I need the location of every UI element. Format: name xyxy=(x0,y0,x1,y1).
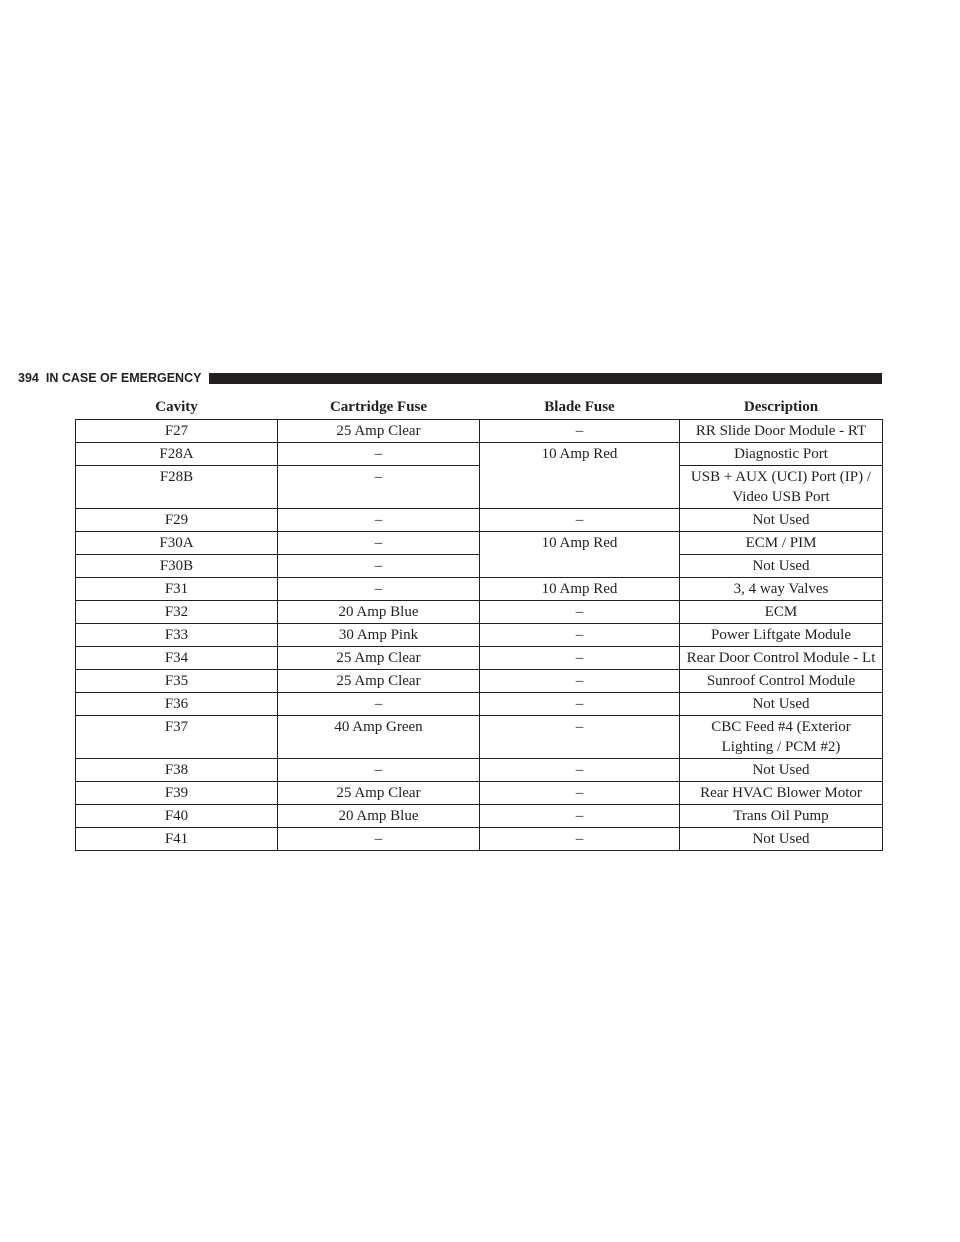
blade-cell: – xyxy=(480,828,680,851)
table-row xyxy=(76,578,883,601)
column-header-blade-fuse: Blade Fuse xyxy=(480,395,680,420)
cavity-cell: F27 xyxy=(76,420,278,443)
description-cell: Not Used xyxy=(680,759,883,782)
column-header-cartridge-fuse: Cartridge Fuse xyxy=(278,395,480,420)
description-cell: Rear Door Control Module - Lt xyxy=(680,647,883,670)
cartridge-cell: – xyxy=(278,693,480,716)
table-header-row xyxy=(76,395,883,420)
table-row xyxy=(76,509,883,532)
description-cell: Not Used xyxy=(680,509,883,532)
table-row xyxy=(76,466,883,509)
description-cell: Power Liftgate Module xyxy=(680,624,883,647)
description-cell: Trans Oil Pump xyxy=(680,805,883,828)
blade-cell: – xyxy=(480,759,680,782)
section-title: IN CASE OF EMERGENCY xyxy=(45,371,202,385)
cavity-cell: F33 xyxy=(76,624,278,647)
page-header xyxy=(18,369,882,387)
cartridge-cell: – xyxy=(278,759,480,782)
cavity-cell: F40 xyxy=(76,805,278,828)
cavity-cell: F36 xyxy=(76,693,278,716)
blade-cell: – xyxy=(480,509,680,532)
cavity-cell: F29 xyxy=(76,509,278,532)
page-number: 394 xyxy=(18,371,39,385)
cartridge-cell: – xyxy=(278,532,480,555)
fuse-table xyxy=(75,395,883,851)
cartridge-cell: 20 Amp Blue xyxy=(278,601,480,624)
table-row xyxy=(76,670,883,693)
description-cell: ECM xyxy=(680,601,883,624)
table-row xyxy=(76,420,883,443)
cartridge-cell: – xyxy=(278,828,480,851)
cavity-cell: F31 xyxy=(76,578,278,601)
table-row xyxy=(76,532,883,555)
column-header-description: Description xyxy=(680,395,883,420)
table-row xyxy=(76,828,883,851)
table-row xyxy=(76,624,883,647)
cartridge-cell: 30 Amp Pink xyxy=(278,624,480,647)
description-cell: 3, 4 way Valves xyxy=(680,578,883,601)
cavity-cell: F41 xyxy=(76,828,278,851)
cartridge-cell: 40 Amp Green xyxy=(278,716,480,759)
cavity-cell: F35 xyxy=(76,670,278,693)
cartridge-cell: – xyxy=(278,509,480,532)
table-row xyxy=(76,443,883,466)
description-cell: Not Used xyxy=(680,828,883,851)
description-cell: Not Used xyxy=(680,555,883,578)
table-row xyxy=(76,782,883,805)
column-header-cavity: Cavity xyxy=(76,395,278,420)
cartridge-cell: 25 Amp Clear xyxy=(278,420,480,443)
table-row xyxy=(76,805,883,828)
cavity-cell: F30A xyxy=(76,532,278,555)
description-cell: Rear HVAC Blower Motor xyxy=(680,782,883,805)
table-row xyxy=(76,693,883,716)
table-row xyxy=(76,647,883,670)
blade-cell: – xyxy=(480,670,680,693)
cavity-cell: F28A xyxy=(76,443,278,466)
cartridge-cell: – xyxy=(278,578,480,601)
description-cell: Diagnostic Port xyxy=(680,443,883,466)
blade-cell: 10 Amp Red xyxy=(480,443,680,509)
cartridge-cell: 25 Amp Clear xyxy=(278,647,480,670)
cavity-cell: F30B xyxy=(76,555,278,578)
blade-cell: – xyxy=(480,624,680,647)
description-cell: USB + AUX (UCI) Port (IP) / Video USB Port xyxy=(680,466,883,509)
cartridge-cell: – xyxy=(278,555,480,578)
cartridge-cell: 25 Amp Clear xyxy=(278,782,480,805)
blade-cell: – xyxy=(480,693,680,716)
cavity-cell: F38 xyxy=(76,759,278,782)
blade-cell: – xyxy=(480,420,680,443)
cavity-cell: F28B xyxy=(76,466,278,509)
cartridge-cell: 20 Amp Blue xyxy=(278,805,480,828)
blade-cell: 10 Amp Red xyxy=(480,578,680,601)
cavity-cell: F37 xyxy=(76,716,278,759)
blade-cell: – xyxy=(480,805,680,828)
description-cell: RR Slide Door Module - RT xyxy=(680,420,883,443)
cavity-cell: F39 xyxy=(76,782,278,805)
description-cell: Sunroof Control Module xyxy=(680,670,883,693)
cartridge-cell: – xyxy=(278,443,480,466)
blade-cell: – xyxy=(480,782,680,805)
blade-cell: 10 Amp Red xyxy=(480,532,680,578)
description-cell: Not Used xyxy=(680,693,883,716)
cavity-cell: F34 xyxy=(76,647,278,670)
blade-cell: – xyxy=(480,716,680,759)
cartridge-cell: 25 Amp Clear xyxy=(278,670,480,693)
table-row xyxy=(76,716,883,759)
header-rule xyxy=(209,373,882,384)
blade-cell: – xyxy=(480,647,680,670)
blade-cell: – xyxy=(480,601,680,624)
description-cell: ECM / PIM xyxy=(680,532,883,555)
cavity-cell: F32 xyxy=(76,601,278,624)
table-row xyxy=(76,759,883,782)
description-cell: CBC Feed #4 (Exterior Lighting / PCM #2) xyxy=(680,716,883,759)
cartridge-cell: – xyxy=(278,466,480,509)
table-row xyxy=(76,555,883,578)
table-row xyxy=(76,601,883,624)
